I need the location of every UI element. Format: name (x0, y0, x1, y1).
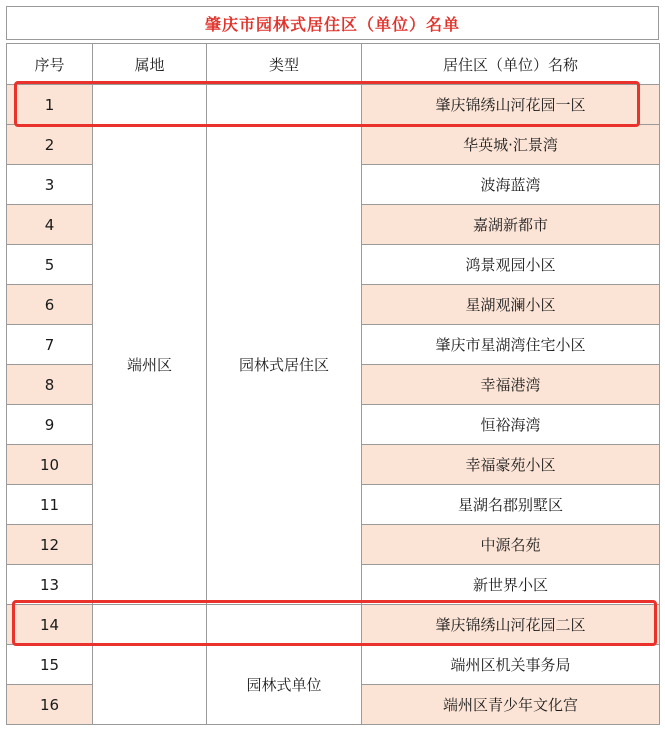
row-name: 鸿景观园小区 (362, 245, 660, 285)
row-seq: 4 (7, 205, 93, 245)
row-name: 新世界小区 (362, 565, 660, 605)
header-row (7, 44, 660, 85)
row-name: 肇庆锦绣山河花园一区 (362, 85, 660, 125)
type-cell-unit: 园林式单位 (207, 645, 362, 725)
row-name: 端州区机关事务局 (362, 645, 660, 685)
area-cell-duanzhou: 端州区 (93, 125, 207, 605)
highlight-box-row-1 (14, 81, 640, 127)
row-name: 华英城·汇景湾 (362, 125, 660, 165)
table-row (7, 125, 660, 165)
row-seq: 15 (7, 645, 93, 685)
row-name: 幸福豪苑小区 (362, 445, 660, 485)
row-name: 嘉湖新都市 (362, 205, 660, 245)
row-seq: 2 (7, 125, 93, 165)
highlight-box-row-14 (12, 600, 657, 646)
area-cell-empty (93, 645, 207, 725)
row-seq: 10 (7, 445, 93, 485)
row-seq: 5 (7, 245, 93, 285)
row-seq: 6 (7, 285, 93, 325)
row-name: 端州区青少年文化宫 (362, 685, 660, 725)
row-name: 幸福港湾 (362, 365, 660, 405)
header-type: 类型 (207, 44, 362, 85)
type-cell-residential: 园林式居住区 (207, 125, 362, 605)
row-seq: 14 (7, 605, 93, 645)
row-seq: 1 (7, 85, 93, 125)
row-name: 中源名苑 (362, 525, 660, 565)
row-seq: 13 (7, 565, 93, 605)
row-name: 肇庆市星湖湾住宅小区 (362, 325, 660, 365)
table-row (7, 645, 660, 685)
table-title: 肇庆市园林式居住区（单位）名单 (6, 6, 659, 40)
header-area: 属地 (93, 44, 207, 85)
header-name: 居住区（单位）名称 (362, 44, 660, 85)
row-name: 星湖名郡别墅区 (362, 485, 660, 525)
row-seq: 11 (7, 485, 93, 525)
row-name: 波海蓝湾 (362, 165, 660, 205)
row-seq: 3 (7, 165, 93, 205)
row-seq: 12 (7, 525, 93, 565)
row-name: 星湖观澜小区 (362, 285, 660, 325)
row-name: 肇庆锦绣山河花园二区 (362, 605, 660, 645)
row-seq: 9 (7, 405, 93, 445)
row-seq: 8 (7, 365, 93, 405)
header-seq: 序号 (7, 44, 93, 85)
row-seq: 7 (7, 325, 93, 365)
row-name: 恒裕海湾 (362, 405, 660, 445)
row-seq: 16 (7, 685, 93, 725)
